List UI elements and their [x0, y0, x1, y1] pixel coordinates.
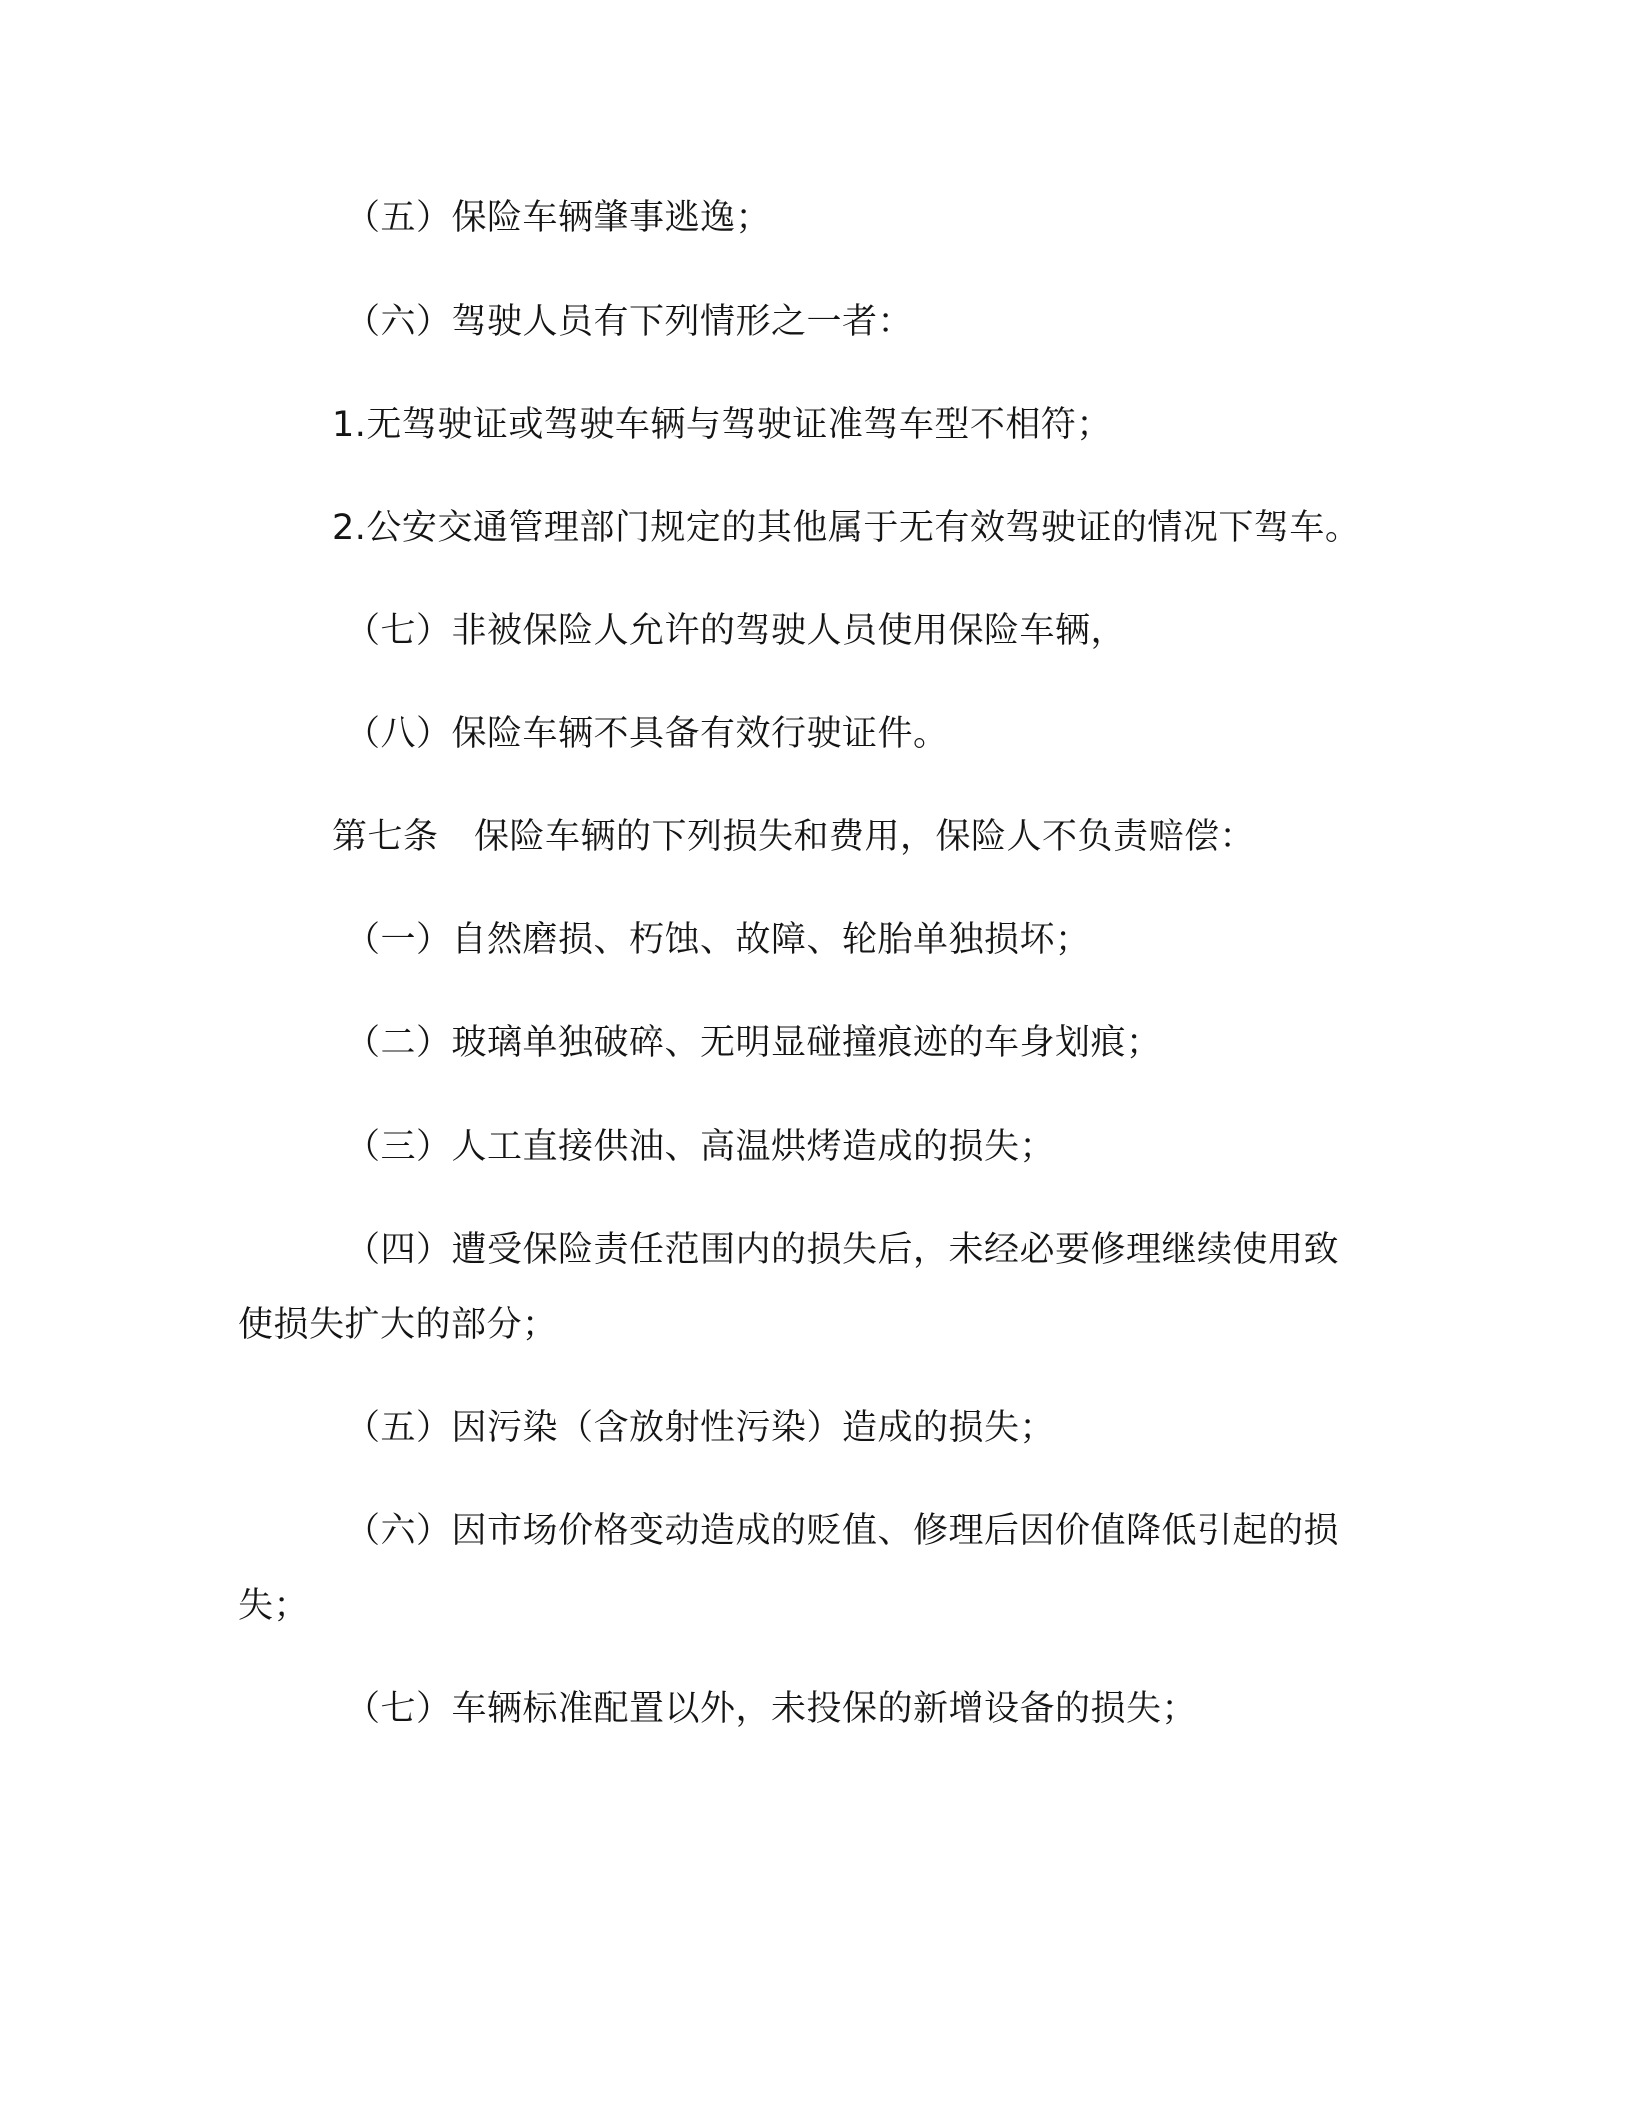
clause-item-5-hit-and-run: （五）保险车辆肇事逃逸；: [345, 198, 772, 238]
exclusion-item-4-continued: 使损失扩大的部分；: [238, 1305, 558, 1345]
exclusion-item-7: （七）车辆标准配置以外，未投保的新增设备的损失；: [345, 1689, 1198, 1729]
exclusion-item-5: （五）因污染（含放射性污染）造成的损失；: [345, 1408, 1056, 1448]
clause-item-8-no-permit: （八）保险车辆不具备有效行驶证件。: [345, 714, 949, 754]
exclusion-item-1: （一）自然磨损、朽蚀、故障、轮胎单独损坏；: [345, 920, 1091, 960]
exclusion-item-2: （二）玻璃单独破碎、无明显碰撞痕迹的车身划痕；: [345, 1023, 1162, 1063]
exclusion-item-6-continued: 失；: [238, 1586, 310, 1626]
clause-item-6-driver-conditions: （六）驾驶人员有下列情形之一者：: [345, 302, 914, 342]
sub-item-1-no-license: 1.无驾驶证或驾驶车辆与驾驶证准驾车型不相符；: [332, 405, 1112, 445]
exclusion-item-4: （四）遭受保险责任范围内的损失后，未经必要修理继续使用致: [345, 1230, 1340, 1270]
exclusion-item-3: （三）人工直接供油、高温烘烤造成的损失；: [345, 1127, 1056, 1167]
sub-item-2-invalid-license: 2.公安交通管理部门规定的其他属于无有效驾驶证的情况下驾车。: [332, 508, 1361, 548]
clause-item-7-unauthorized-driver: （七）非被保险人允许的驾驶人员使用保险车辆，: [345, 611, 1127, 651]
exclusion-item-6: （六）因市场价格变动造成的贬值、修理后因价值降低引起的损: [345, 1511, 1340, 1551]
article-7-heading: 第七条 保险车辆的下列损失和费用，保险人不负责赔偿：: [332, 817, 1256, 857]
